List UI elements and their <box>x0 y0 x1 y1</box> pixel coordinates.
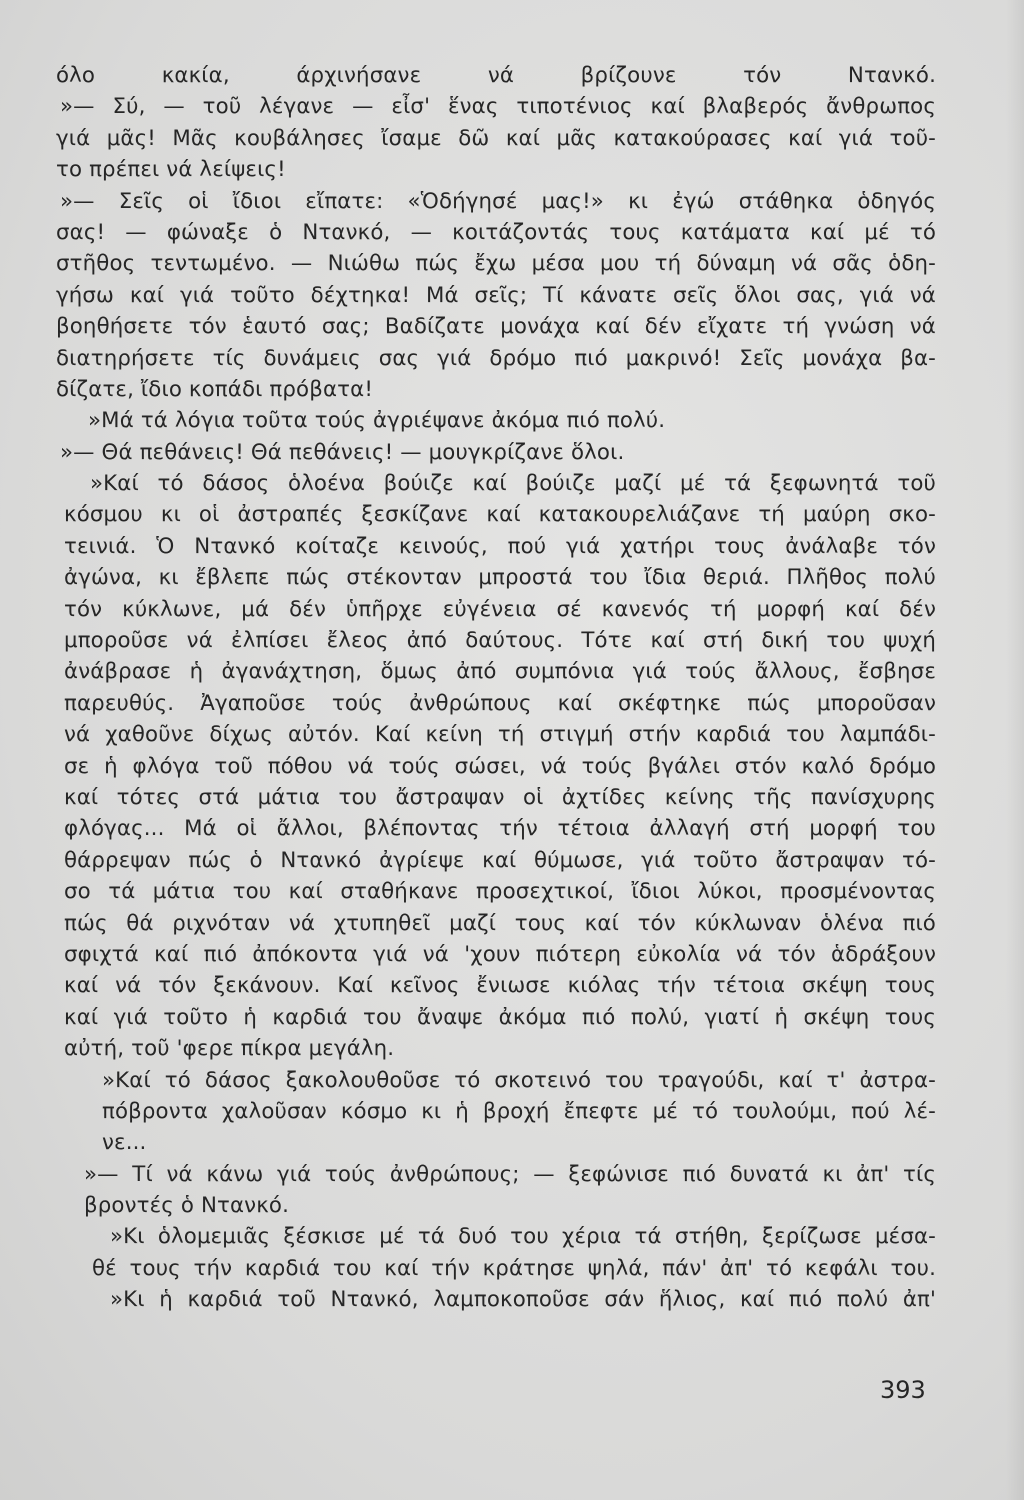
text-line: γιά μᾶς! Μᾶς κουβάλησες ἴσαμε δῶ καί μᾶς κατακούρασες καί γιά τοῦ- <box>56 125 936 151</box>
text-line: »— Σύ, — τοῦ λέγανε — εἶσ' ἕνας τιποτένιος καί βλαβερός ἄνθρωπος <box>60 94 936 120</box>
text-line: καί τότες στά μάτια του ἄστραψαν οἱ ἀχτίδες κείνης τῆς πανίσχυρης <box>64 784 936 810</box>
text-line: ἀγώνα, κι ἔβλεπε πώς στέκονταν μπροστά του ἴδια θεριά. Πλῆθος πολύ <box>64 565 936 591</box>
text-line: σας! — φώναξε ὁ Ντανκό, — κοιτάζοντάς τους κατάματα καί μέ τό <box>56 219 936 245</box>
text-line: μποροῦσε νά ἐλπίσει ἔλεος ἀπό δαύτους. Τότε καί στή δική του ψυχή <box>64 628 936 654</box>
text-line: το πρέπει νά λείψεις! <box>56 157 286 183</box>
text-line: καί γιά τοῦτο ἡ καρδιά του ἄναψε ἀκόμα πιό πολύ, γιατί ἡ σκέψη τους <box>64 1004 936 1030</box>
text-line: καί νά τόν ξεκάνουν. Καί κεῖνος ἔνιωσε κιόλας τήν τέτοια σκέψη τους <box>64 973 936 999</box>
text-line: »Μά τά λόγια τοῦτα τούς ἀγριέψανε ἀκόμα πιό πολύ. <box>88 408 666 434</box>
text-line: ἀνάβρασε ἡ ἀγανάχτηση, ὅμως ἀπό συμπόνια γιά τούς ἄλλους, ἔσβησε <box>64 659 936 685</box>
text-line: »— Θά πεθάνεις! Θά πεθάνεις! — μουγκρίζανε ὅλοι. <box>60 439 625 465</box>
text-line: βοηθήσετε τόν ἑαυτό σας; Βαδίζατε μονάχα καί δέν εἴχατε τή γνώση νά <box>56 314 936 340</box>
text-line: τεινιά. Ὁ Ντανκό κοίταζε κεινούς, πού γιά χατήρι τους ἀνάλαβε τόν <box>64 533 936 559</box>
text-line: πώς θά ριχνόταν νά χτυπηθεῖ μαζί τους καί τόν κύκλωναν ὁλένα πιό <box>64 910 936 936</box>
text-line: τόν κύκλωνε, μά δέν ὑπῆρχε εὐγένεια σέ κανενός τή μορφή καί δέν <box>64 596 936 622</box>
text-line: γήσω καί γιά τοῦτο δέχτηκα! Μά σεῖς; Τί κάνατε σεῖς ὅλοι σας, γιά νά <box>56 282 936 308</box>
text-line: διατηρήσετε τίς δυνάμεις σας γιά δρόμο πιό μακρινό! Σεῖς μονάχα βα- <box>56 345 936 371</box>
text-line: κόσμου κι οἱ ἀστραπές ξεσκίζανε καί κατακουρελιάζανε τή μαύρη σκο- <box>64 502 936 528</box>
text-line: σο τά μάτια του καί σταθήκανε προσεχτικοί, ἴδιοι λύκοι, προσμένοντας <box>64 879 936 905</box>
text-line: όλο κακία, άρχινήσανε νά βρίζουνε τόν Ντανκό. <box>56 63 936 88</box>
page-number: 393 <box>880 1376 926 1404</box>
text-line: »— Τί νά κάνω γιά τούς ἀνθρώπους; — ξεφώνισε πιό δυνατά κι ἀπ' τίς <box>84 1161 936 1187</box>
body-text <box>56 60 936 1316</box>
text-line: δίζατε, ἴδιο κοπάδι πρόβατα! <box>56 376 374 402</box>
text-line: στῆθος τεντωμένο. — Νιώθω πώς ἔχω μέσα μου τή δύναμη νά σᾶς ὁδη- <box>56 251 936 277</box>
text-line: θέ τους τήν καρδιά του καί τήν κράτησε ψηλά, πάν' ἀπ' τό κεφάλι του. <box>92 1255 936 1281</box>
text-line: σε ἡ φλόγα τοῦ πόθου νά τούς σώσει, νά τούς βγάλει στόν καλό δρόμο <box>64 753 936 779</box>
text-line: πόβροντα χαλοῦσαν κόσμο κι ἡ βροχή ἔπεφτε μέ τό τουλούμι, πού λέ- <box>102 1098 936 1124</box>
text-line: »Κι ὁλομεμιᾶς ξέσκισε μέ τά δυό του χέρια τά στήθη, ξερίζωσε μέσα- <box>110 1224 936 1250</box>
text-line: φλόγας... Μά οἱ ἄλλοι, βλέποντας τήν τέτοια ἀλλαγή στή μορφή του <box>64 816 936 842</box>
text-line: »— Σεῖς οἱ ἴδιοι εἴπατε: «Ὁδήγησέ μας!» κι ἐγώ στάθηκα ὁδηγός <box>60 188 936 214</box>
text-line: »Κι ἡ καρδιά τοῦ Ντανκό, λαμποκοποῦσε σάν ἥλιος, καί πιό πολύ ἀπ' <box>110 1287 936 1313</box>
text-line: βροντές ὁ Ντανκό. <box>84 1193 290 1219</box>
text-line: »Καί τό δάσος ὁλοένα βούιζε καί βούιζε μαζί μέ τά ξεφωνητά τοῦ <box>90 471 936 497</box>
text-line: παρευθύς. Ἀγαποῦσε τούς ἀνθρώπους καί σκέφτηκε πώς μποροῦσαν <box>64 690 936 716</box>
text-line: »Καί τό δάσος ξακολουθοῦσε τό σκοτεινό του τραγούδι, καί τ' ἀστρα- <box>102 1067 936 1093</box>
text-line: σφιχτά καί πιό ἀπόκοντα γιά νά 'χουν πιότερη εὐκολία νά τόν ἁδράξουν <box>64 941 936 967</box>
text-line: θάρρεψαν πώς ὁ Ντανκό ἀγρίεψε καί θύμωσε, γιά τοῦτο ἄστραψαν τό- <box>64 847 936 873</box>
page-edge-shadow <box>1006 0 1024 1500</box>
text-line: νε... <box>102 1130 147 1156</box>
text-line: νά χαθοῦνε δίχως αὐτόν. Καί κείνη τή στιγμή στήν καρδιά του λαμπάδι- <box>64 722 936 748</box>
text-line: αὐτή, τοῦ 'φερε πίκρα μεγάλη. <box>64 1036 395 1062</box>
